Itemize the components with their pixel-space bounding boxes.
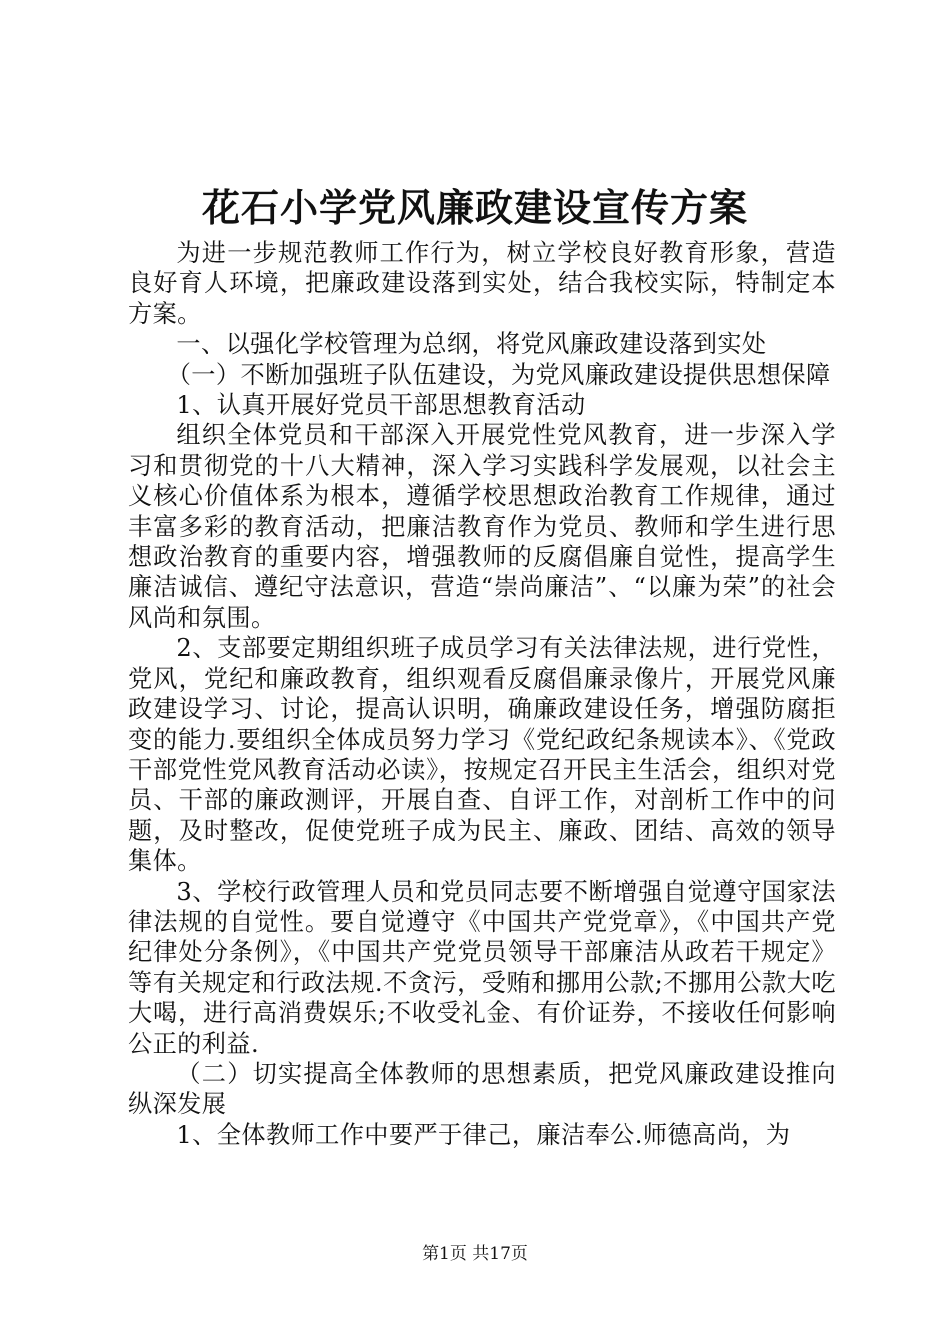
section-heading-1: 一、以强化学校管理为总纲，将党风廉政建设落到实处 [176,330,767,359]
subsection-heading-1: （一）不断加强班子队伍建设，为党风廉政建设提供思想保障 [166,360,831,389]
body-paragraph: 3、学校行政管理人员和党员同志要不断增强自觉遵守国家法律法规的自觉性。要自觉遵守《中国共产党党章》，《中国共产党纪律处分条例》，《中国共产党党员领导干部廉洁从政若干规定》等有关规定和行政法规.不贪污，受贿和挪用公款;不挪用公款大吃大喝，进行高消费娱乐;不收受礼金、有价证券，不接收任何影响公正的利益. [128,877,836,1058]
document-title: 花石小学党风廉政建设宣传方案 [201,185,748,230]
item-heading-1: 1、认真开展好党员干部思想教育活动 [176,391,586,420]
body-paragraph: 组织全体党员和干部深入开展党性党风教育，进一步深入学习和贯彻党的十八大精神，深入学习实践科学发展观，以社会主义核心价值体系为根本，遵循学校思想政治教育工作规律，通过丰富多彩的教育活动，把廉洁教育作为党员、教师和学生进行思想政治教育的重要内容，增强教师的反腐倡廉自觉性，提高学生廉洁诚信、遵纪守法意识，营造“崇尚廉洁”、“以廉为荣”的社会风尚和氛围。 [128,421,836,632]
intro-paragraph: 为进一步规范教师工作行为，树立学校良好教育形象，营造良好育人环境，把廉政建设落到实处，结合我校实际，特制定本方案。 [128,239,836,328]
subsection-heading-2: （二）切实提高全体教师的思想素质，把党风廉政建设推向纵深发展 [128,1059,836,1119]
document-body [128,238,836,1150]
body-paragraph: 2、支部要定期组织班子成员学习有关法律法规，进行党性，党风，党纪和廉政教育，组织观看反腐倡廉录像片，开展党风廉政建设学习、讨论，提高认识明，确廉政建设任务，增强防腐拒变的能力.要组织全体成员努力学习《党纪政纪条规读本》、《党政干部党性党风教育活动必读》，按规定召开民主生活会，组织对党员、干部的廉政测评，开展自查、自评工作，对剖析工作中的问题，及时整改，促使党班子成为民主、廉政、团结、高效的领导集体。 [128,634,836,876]
page-footer: 第1页 共17页 [422,1244,528,1264]
body-paragraph: 1、全体教师工作中要严于律己，廉洁奉公.师德高尚，为 [176,1120,791,1149]
